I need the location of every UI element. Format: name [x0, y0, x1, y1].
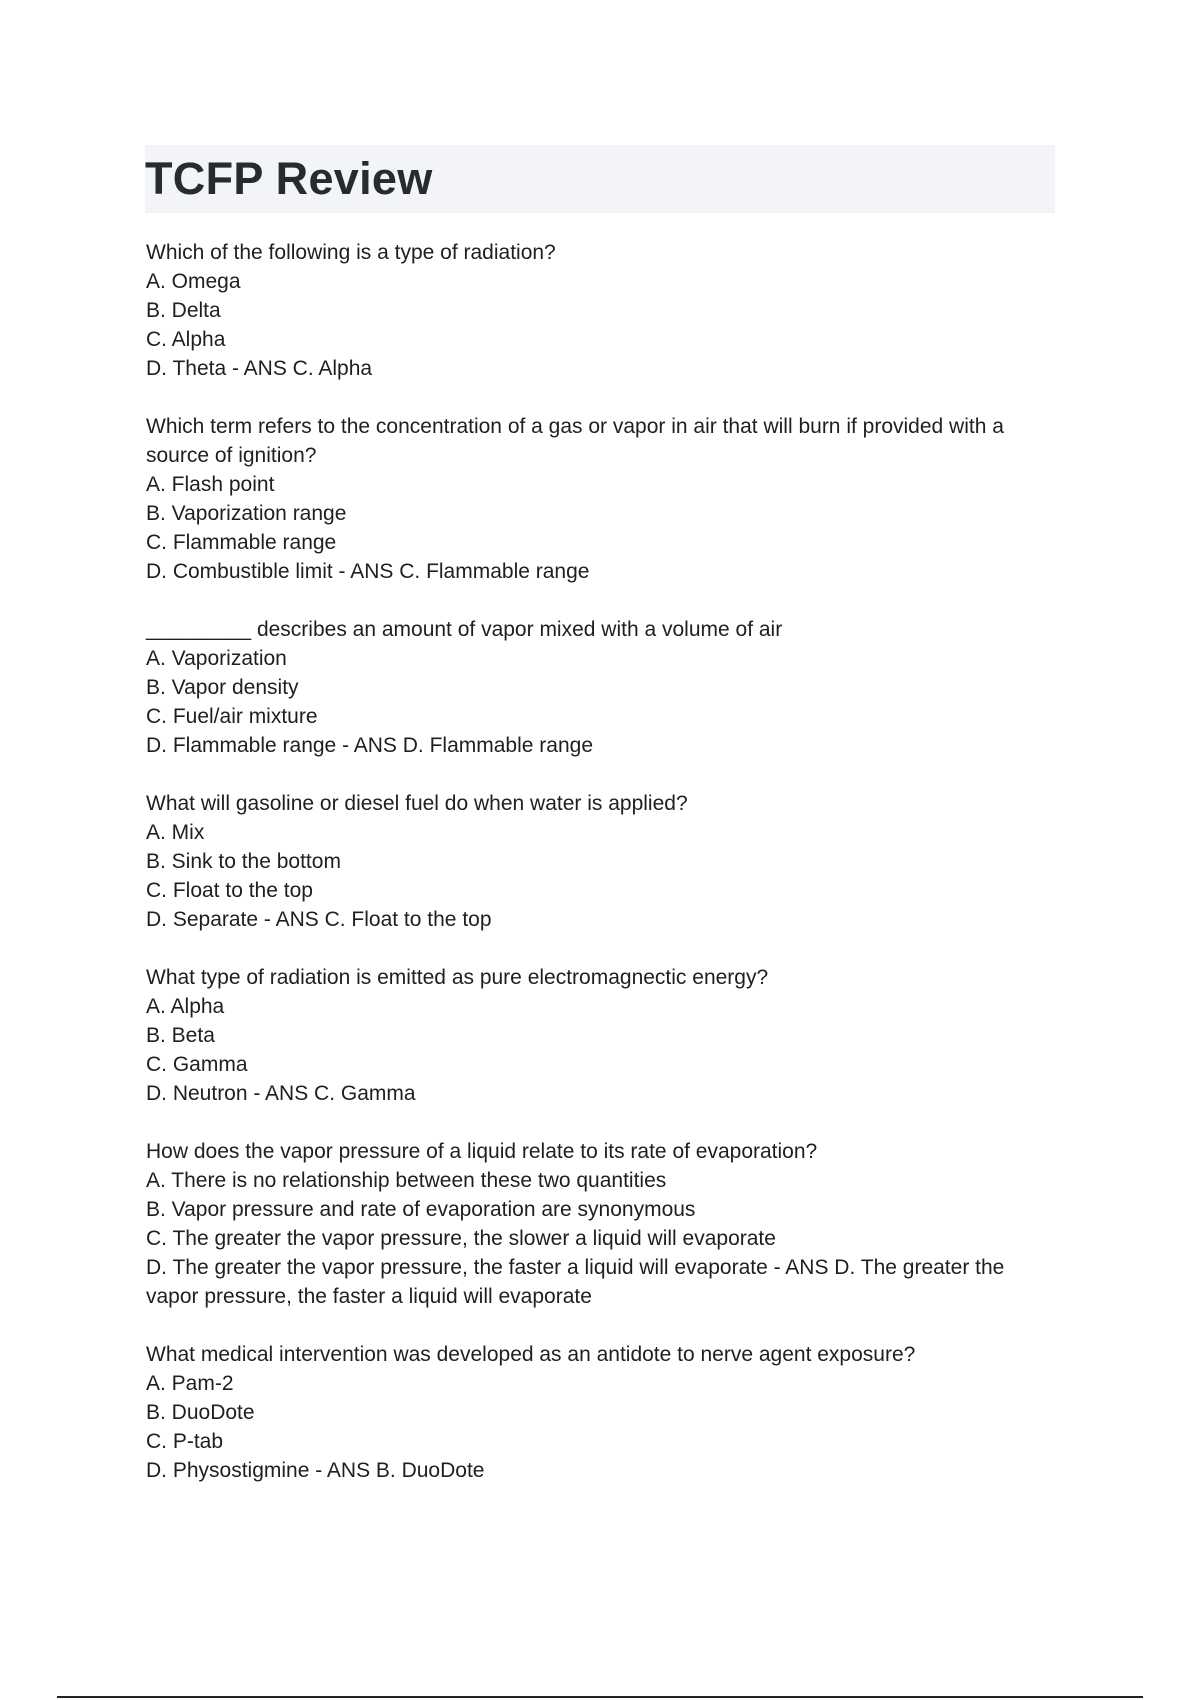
option-b: B. Beta — [146, 1024, 215, 1047]
option-b: B. Vaporization range — [146, 502, 347, 525]
option-b: B. Vapor density — [146, 676, 299, 699]
option-b: B. Vapor pressure and rate of evaporation are synonymous — [146, 1198, 696, 1221]
option-c: C. P-tab — [146, 1430, 224, 1453]
question-block — [146, 238, 1056, 383]
question-text: Which term refers to the concentration of a gas or vapor in air that will burn if provided with a source of ignition? — [146, 415, 1004, 467]
page-title: TCFP Review — [145, 153, 433, 204]
option-a: A. Flash point — [146, 473, 275, 496]
question-text: _________ describes an amount of vapor mixed with a volume of air — [146, 618, 783, 641]
question-text: What medical intervention was developed as an antidote to nerve agent exposure? — [146, 1343, 916, 1366]
option-a: A. Alpha — [146, 995, 225, 1018]
option-d-answer: D. Physostigmine - ANS B. DuoDote — [146, 1459, 485, 1482]
question-block — [146, 412, 1056, 586]
question-block — [146, 963, 1056, 1108]
question-block — [146, 1340, 1056, 1485]
option-a: A. Vaporization — [146, 647, 287, 670]
option-b: B. DuoDote — [146, 1401, 255, 1424]
option-c: C. Fuel/air mixture — [146, 705, 318, 728]
option-a: A. There is no relationship between these two quantities — [146, 1169, 667, 1192]
question-text: What type of radiation is emitted as pure electromagnectic energy? — [146, 966, 769, 989]
question-text: How does the vapor pressure of a liquid relate to its rate of evaporation? — [146, 1140, 818, 1163]
option-d-answer: D. Neutron - ANS C. Gamma — [146, 1082, 416, 1105]
option-c: C. The greater the vapor pressure, the slower a liquid will evaporate — [146, 1227, 776, 1250]
option-c: C. Flammable range — [146, 531, 337, 554]
option-d-answer: D. Separate - ANS C. Float to the top — [146, 908, 492, 931]
question-block — [146, 1137, 1056, 1311]
question-block — [146, 789, 1056, 934]
option-a: A. Pam-2 — [146, 1372, 234, 1395]
option-d-answer: D. Flammable range - ANS D. Flammable range — [146, 734, 593, 757]
option-d-answer: D. Theta - ANS C. Alpha — [146, 357, 373, 380]
option-b: B. Sink to the bottom — [146, 850, 341, 873]
question-block — [146, 615, 1056, 760]
title-band — [145, 145, 1055, 213]
option-c: C. Float to the top — [146, 879, 313, 902]
option-d-answer: D. Combustible limit - ANS C. Flammable range — [146, 560, 590, 583]
question-text: What will gasoline or diesel fuel do when water is applied? — [146, 792, 688, 815]
option-d-answer: D. The greater the vapor pressure, the faster a liquid will evaporate - ANS D. The greater the vapor pressure, the faster a liquid will evaporate — [146, 1256, 1005, 1308]
option-a: A. Mix — [146, 821, 205, 844]
question-text: Which of the following is a type of radiation? — [146, 241, 556, 264]
question-list — [146, 238, 1056, 1514]
option-a: A. Omega — [146, 270, 241, 293]
option-c: C. Gamma — [146, 1053, 248, 1076]
option-b: B. Delta — [146, 299, 221, 322]
option-c: C. Alpha — [146, 328, 226, 351]
footer-divider — [57, 1696, 1143, 1698]
